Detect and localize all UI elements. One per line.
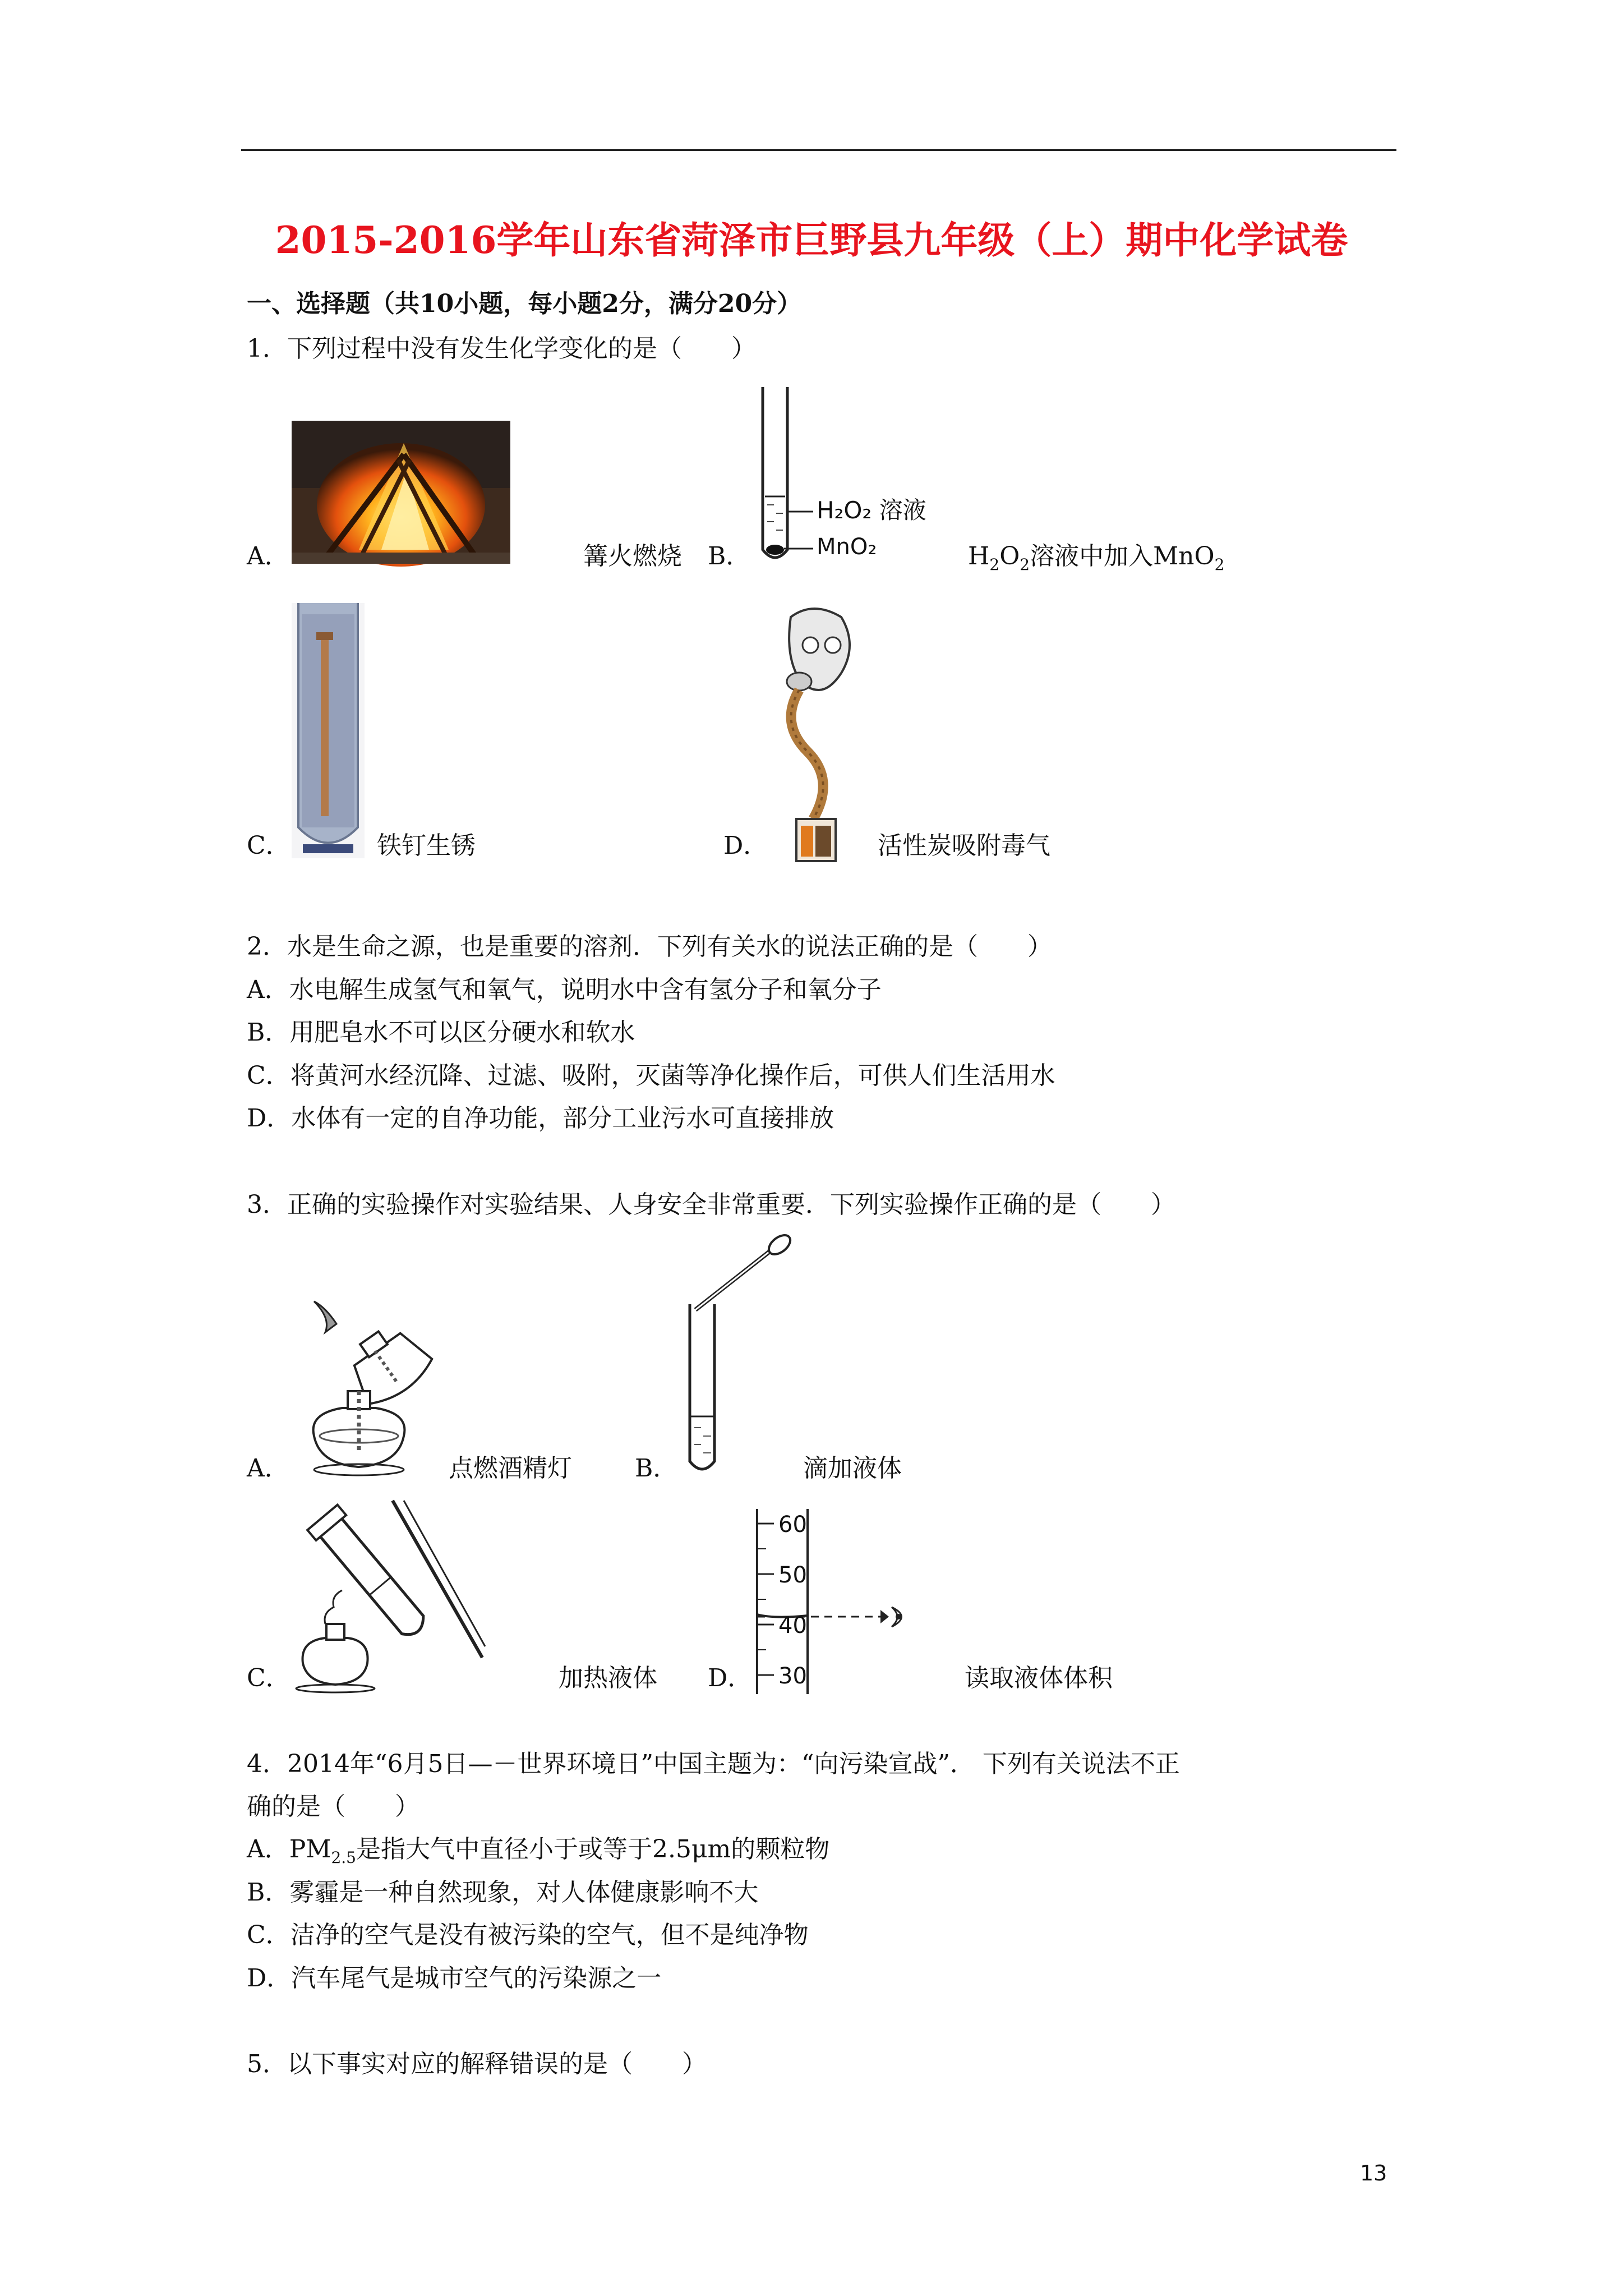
q3-option-d-letter: D．	[708, 1664, 753, 1692]
cylinder-tick-50: 50	[778, 1562, 807, 1588]
q3-option-d-text: 读取液体体积	[965, 1664, 1113, 1692]
q4-option-a: A．$PM_{2.5}$是指大气中直径小于或等于2.5μm的颗粒物	[247, 1835, 830, 1867]
cylinder-tick-40: 40	[778, 1613, 807, 1639]
q2-stem: 2．水是生命之源，也是重要的溶剂．下列有关水的说法正确的是（ ）	[247, 932, 1052, 961]
q1-option-c-text: 铁钉生锈	[377, 831, 476, 860]
dropper-test-tube-figure	[679, 1237, 802, 1478]
cylinder-tick-30: 30	[778, 1663, 807, 1689]
q3-option-b-text: 滴加液体	[803, 1454, 902, 1483]
q4-option-b: B．雾霾是一种自然现象，对人体健康影响不大	[247, 1878, 759, 1907]
gas-mask-figure	[768, 606, 864, 864]
fig-label-mno2: MnO₂	[817, 534, 877, 560]
q3-option-c-text: 加热液体	[559, 1664, 657, 1692]
page-number: 13	[1360, 2161, 1387, 2185]
section-heading: 一、选择题（共10小题，每小题2分，满分20分）	[247, 289, 802, 318]
q2-option-c: C．将黄河水经沉降、过滤、吸附，灭菌等净化操作后，可供人们生活用水	[247, 1061, 1055, 1090]
cylinder-tick-60: 60	[778, 1512, 807, 1538]
q3-option-b-letter: B．	[635, 1454, 678, 1483]
q4-stem-line1: 4．2014年“6月5日—－世界环境日”中国主题为：“向污染宣战”． 下列有关说法不正	[247, 1750, 1180, 1778]
page-title: 2015-2016学年山东省菏泽市巨野县九年级（上）期中化学试卷	[275, 218, 1348, 262]
q5-stem: 5．以下事实对应的解释错误的是（ ）	[247, 2050, 707, 2078]
q1-option-a-text: 篝火燃烧	[583, 542, 682, 570]
q3-stem: 3．正确的实验操作对实验结果、人身安全非常重要．下列实验操作正确的是（ ）	[247, 1190, 1175, 1219]
q2-option-b: B．用肥皂水不可以区分硬水和软水	[247, 1018, 635, 1047]
q1-option-b-text: $H_2O_2$溶液中加入MnO$_2$	[968, 542, 1225, 574]
q4-option-c: C．洁净的空气是没有被污染的空气，但不是纯净物	[247, 1921, 809, 1949]
alcohol-lamp-lighting-figure	[292, 1301, 449, 1481]
q1-option-c-letter: C．	[247, 831, 291, 860]
q3-option-a-text: 点燃酒精灯	[449, 1454, 572, 1483]
heating-test-tube-figure	[292, 1489, 488, 1691]
header-rule	[241, 149, 1396, 151]
q1-stem: 1．下列过程中没有发生化学变化的是（ ）	[247, 334, 756, 363]
q1-option-a-letter: A．	[247, 542, 289, 570]
iron-nail-tube-image	[292, 603, 365, 858]
q1-option-d-text: 活性炭吸附毒气	[878, 831, 1050, 860]
q3-option-a-letter: A．	[247, 1454, 289, 1483]
q1-option-b-letter: B．	[708, 542, 751, 570]
q4-option-d: D．汽车尾气是城市空气的污染源之一	[247, 1964, 662, 1993]
q2-option-a: A．水电解生成氢气和氧气，说明水中含有氢分子和氧分子	[247, 976, 882, 1004]
q1-option-d-letter: D．	[723, 831, 768, 860]
fig-label-h2o2: H₂O₂ 溶液	[817, 496, 926, 524]
q3-option-c-letter: C．	[247, 1664, 291, 1692]
bonfire-image	[292, 421, 510, 564]
q4-stem-line2: 确的是（ ）	[247, 1792, 419, 1821]
q2-option-d: D．水体有一定的自净功能，部分工业污水可直接排放	[247, 1104, 834, 1133]
